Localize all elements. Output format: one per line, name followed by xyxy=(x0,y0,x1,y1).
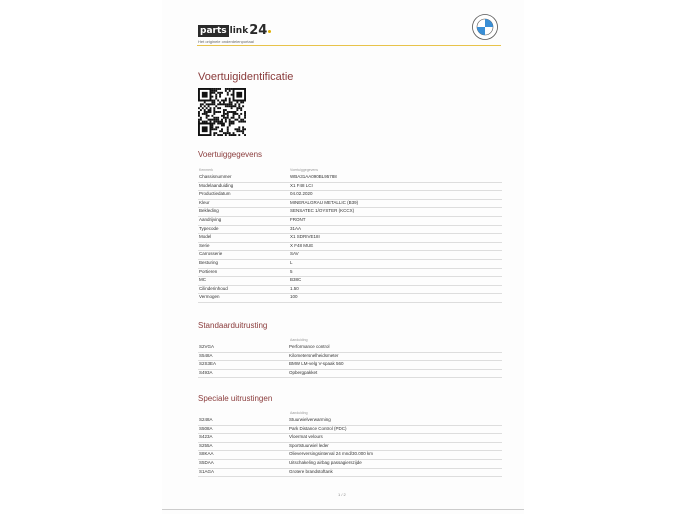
row-key: S548A xyxy=(199,352,213,358)
qr-code-icon xyxy=(198,88,246,136)
row-key: Chassisnummer xyxy=(199,174,232,179)
bmw-logo-icon xyxy=(472,14,498,40)
row-key: S493A xyxy=(199,369,213,375)
page-bottom-edge xyxy=(162,509,524,510)
special-heading: Speciale uitrustingen xyxy=(198,394,273,403)
row-value: X1 F48 LCI xyxy=(290,182,313,188)
row-key: Aandrijving xyxy=(199,217,222,222)
row-value: SAV xyxy=(290,251,299,257)
table-row xyxy=(198,369,502,379)
row-value: Stuurwielverwarming xyxy=(289,417,331,422)
row-value: Opbergpakket xyxy=(289,369,318,375)
row-value: X F48 MUE xyxy=(290,242,314,248)
row-value: Olieverversingsinterval 24 mnd/30.000 km xyxy=(289,451,374,457)
row-key: S255A xyxy=(199,442,213,448)
page-number: 1 / 2 xyxy=(338,492,346,497)
row-value: X1 SDRIVE18I xyxy=(290,234,320,240)
row-value: 04.02.2020 xyxy=(290,191,313,197)
vehicle-heading: Voertuiggegevens xyxy=(198,150,263,159)
row-value: 5 xyxy=(290,268,293,274)
row-key: Modelaanduiding xyxy=(199,182,234,188)
row-value: 1.50 xyxy=(290,285,299,291)
row-value: Performance control xyxy=(289,344,330,349)
row-key: S423A xyxy=(199,434,213,440)
row-key: Typecode xyxy=(199,225,219,231)
row-key: S1AGA xyxy=(199,468,215,474)
row-key: Portieren xyxy=(199,268,218,274)
row-value: Grotere brandstoftank xyxy=(289,468,333,474)
logo-24: 24 xyxy=(249,23,268,38)
special-col-value: Aanduiding xyxy=(290,411,308,415)
row-value: Sportstuurwiel leder xyxy=(289,442,329,448)
header-divider xyxy=(197,45,501,46)
row-value: 100 xyxy=(290,294,298,300)
logo-tagline: Het originele onderdelenportaal xyxy=(198,39,254,44)
logo-dot-icon xyxy=(268,30,271,33)
row-key: Bekleding xyxy=(199,208,219,214)
table-row xyxy=(198,293,502,303)
row-key: Kleur xyxy=(199,199,210,205)
row-key: Productiedatum xyxy=(199,191,231,197)
row-key: Cilinderinhoud xyxy=(199,285,228,291)
row-value: BMW LM-velg V-spaak 560 xyxy=(289,361,344,367)
row-value: 31AA xyxy=(290,225,302,231)
row-value: L xyxy=(290,260,293,265)
row-value: Uitschakeling airbag passagierszijde xyxy=(289,460,362,465)
table-row xyxy=(198,468,502,478)
row-key: S248A xyxy=(199,417,213,422)
row-key: Carrosserie xyxy=(199,251,223,257)
row-value: WBA31AA090BL95788 xyxy=(290,174,337,179)
row-value: Kilometersnelheidsmeter xyxy=(289,352,339,358)
vehicle-col-value: Voertuiggegevens xyxy=(290,168,319,172)
row-key: S508A xyxy=(199,425,213,431)
row-value: Vloermat velours xyxy=(289,434,323,440)
row-key: Serie xyxy=(199,242,210,248)
row-value: MINERALGRAU METALLIC (B39) xyxy=(290,199,359,205)
standard-heading: Standaarduitrusting xyxy=(198,321,268,330)
row-key: S2S3EA xyxy=(199,361,217,367)
row-key: MC xyxy=(199,277,206,283)
vehicle-col-key: Kenmerk xyxy=(199,168,214,172)
row-value: FRONT xyxy=(290,217,306,222)
standard-col-value: Aanduiding xyxy=(290,338,308,342)
logo-link: link xyxy=(229,26,249,36)
partslink24-logo xyxy=(198,25,271,37)
row-key: S5DAA xyxy=(199,460,214,465)
row-key: S8KAA xyxy=(199,451,214,457)
row-value: SENSATEC 1/OYSTER (KCCX) xyxy=(290,208,355,214)
row-value: B38C xyxy=(290,277,302,283)
row-value: Park Distance Control (PDC) xyxy=(289,425,347,431)
page-title: Voertuigidentificatie xyxy=(198,71,294,83)
row-key: Vermogen xyxy=(199,294,220,300)
logo-parts: parts xyxy=(200,26,227,36)
row-key: Besturing xyxy=(199,260,219,265)
row-key: S2VGA xyxy=(199,344,215,349)
row-key: Model xyxy=(199,234,212,240)
